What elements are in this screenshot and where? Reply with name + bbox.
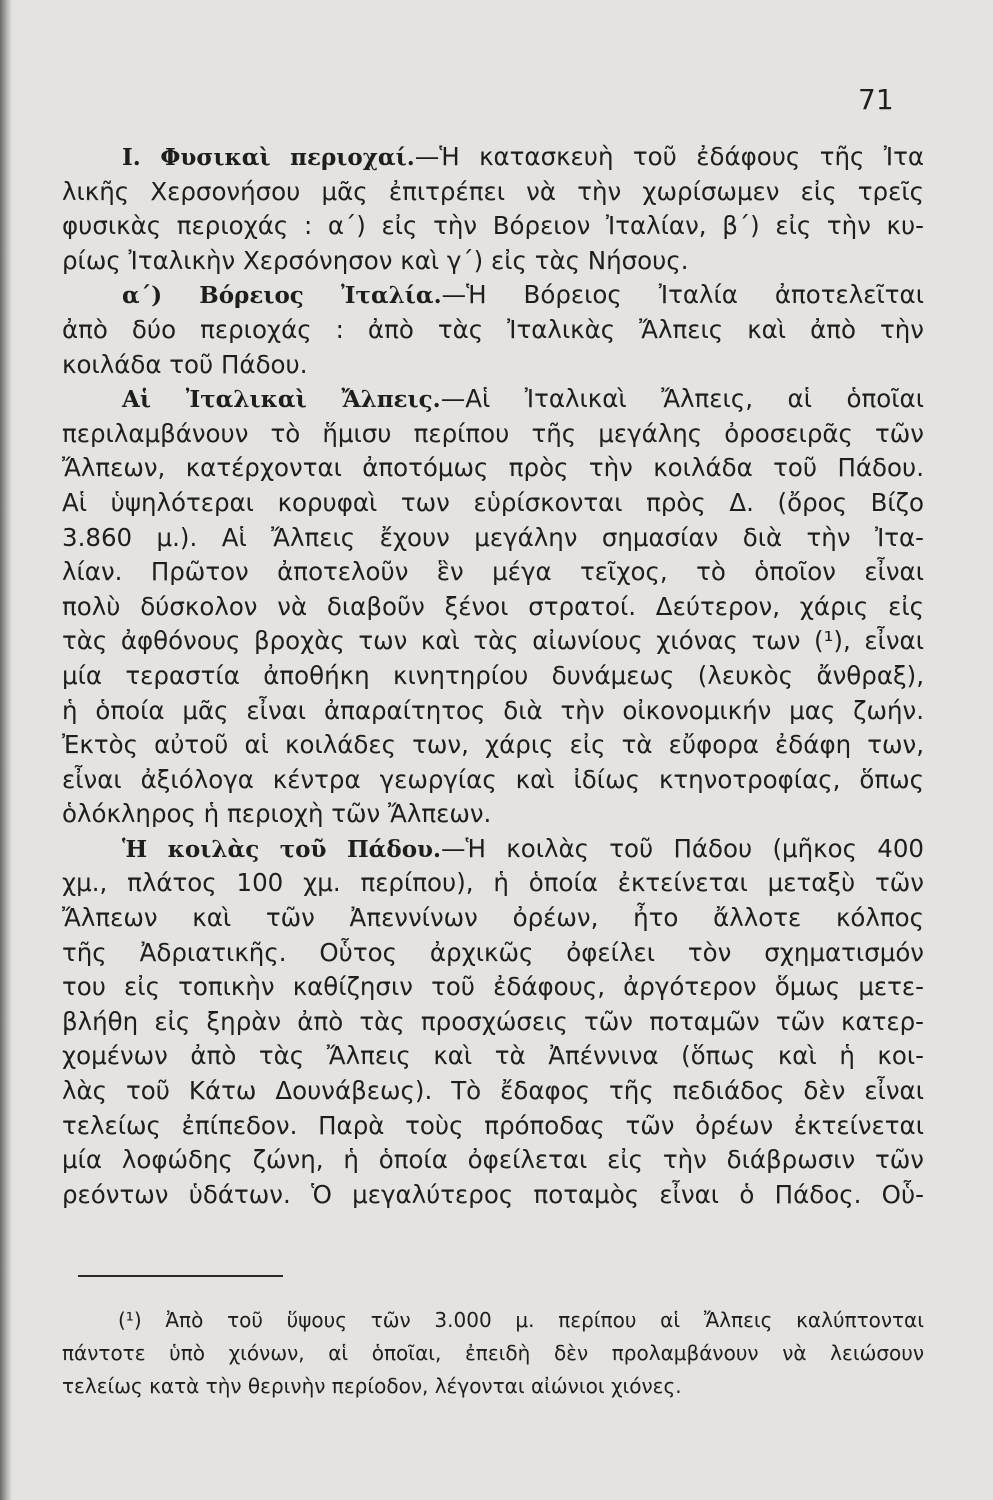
paragraph-line: ἀπὸ δύο περιοχάς : ἀπὸ τὰς Ἰταλικὰς Ἄλπεις καὶ ἀπὸ τὴν bbox=[62, 314, 924, 344]
paragraph-line: τῆς Ἀδριατικῆς. Οὗτος ἀρχικῶς ὀφείλει τὸν σχηματισμόν bbox=[62, 937, 924, 967]
footnote-line: πάντοτε ὑπὸ χιόνων, αἱ ὁποῖαι, ἐπειδὴ δὲν προλαμβάνουν νὰ λειώσουν bbox=[62, 1341, 924, 1365]
paragraph-line: περιλαμβάνουν τὸ ἥμισυ περίπου τῆς μεγάλης ὀροσειρᾶς τῶν bbox=[62, 418, 924, 448]
paragraph-line: μία τεραστία ἀποθήκη κινητηρίου δυνάμεως (λευκὸς ἄνθραξ), bbox=[62, 660, 924, 690]
paragraph-line: τελείως ἐπίπεδον. Παρὰ τοὺς πρόποδας τῶν ὀρέων ἐκτείνεται bbox=[62, 1110, 924, 1140]
section-heading: Ἡ κοιλὰς τοῦ Πάδου. bbox=[122, 835, 442, 863]
paragraph-line: εἶναι ἀξιόλογα κέντρα γεωργίας καὶ ἰδίως κτηνοτροφίας, ὅπως bbox=[62, 764, 924, 794]
paragraph-line: Ἡ κοιλὰς τοῦ Πάδου.—Ἡ κοιλὰς τοῦ Πάδου (μῆκος 400 bbox=[122, 833, 924, 863]
section-heading: Αἱ Ἰταλικαὶ Ἄλπεις. bbox=[122, 386, 441, 414]
paragraph-line: πολὺ δύσκολον νὰ διαβοῦν ξένοι στρατοί. Δεύτερον, χάρις εἰς bbox=[62, 591, 924, 621]
paragraph-line: μία λοφώδης ζώνη, ἡ ὁποία ὀφείλεται εἰς τὴν διάβρωσιν τῶν bbox=[62, 1145, 924, 1175]
paragraph-line: ἡ ὁποία μᾶς εἶναι ἀπαραίτητος διὰ τὴν οἰκονομικήν μας ζωήν. bbox=[62, 695, 924, 725]
paragraph-line: βλήθη εἰς ξηρὰν ἀπὸ τὰς προσχώσεις τῶν ποταμῶν τῶν κατερ- bbox=[62, 1006, 924, 1036]
paragraph-line: ρίως Ἰταλικὴν Χερσόνησον καὶ γ΄) εἰς τὰς Νήσους. bbox=[62, 245, 689, 275]
paragraph-line: Ἐκτὸς αὐτοῦ αἱ κοιλάδες των, χάρις εἰς τὰ εὔφορα ἐδάφη των, bbox=[62, 730, 924, 760]
footnote-marker: (¹) bbox=[118, 1308, 142, 1332]
footnote-divider bbox=[78, 1275, 283, 1277]
footnote bbox=[62, 1304, 924, 1403]
paragraph-line: φυσικὰς περιοχάς : α΄) εἰς τὴν Βόρειον Ἰταλίαν, β΄) εἰς τὴν κυ- bbox=[62, 211, 924, 241]
paragraph-line: Ἄλπεων, κατέρχονται ἀποτόμως πρὸς τὴν κοιλάδα τοῦ Πάδου. bbox=[62, 453, 924, 483]
paragraph-line: λικῆς Χερσονήσου μᾶς ἐπιτρέπει νὰ τὴν χωρίσωμεν εἰς τρεῖς bbox=[62, 176, 924, 206]
paragraph-line: Αἱ Ἰταλικαὶ Ἄλπεις.—Αἱ Ἰταλικαὶ Ἄλπεις, αἱ ὁποῖαι bbox=[122, 384, 924, 414]
page-number: 71 bbox=[858, 83, 894, 116]
paragraph-line: Αἱ ὑψηλότεραι κορυφαὶ των εὑρίσκονται πρὸς Δ. (ὄρος Βίζο bbox=[62, 487, 924, 517]
paragraph-line: α΄) Βόρειος Ἰταλία.—Ἡ Βόρειος Ἰταλία ἀποτελεῖται bbox=[122, 280, 924, 310]
paragraph-line: λίαν. Πρῶτον ἀποτελοῦν ἓν μέγα τεῖχος, τὸ ὁποῖον εἶναι bbox=[62, 557, 924, 587]
paragraph-line: ρεόντων ὑδάτων. Ὁ μεγαλύτερος ποταμὸς εἶναι ὁ Πάδος. Οὗ- bbox=[62, 1179, 924, 1209]
paragraph-line: Ι. Φυσικαὶ περιοχαί.—Ἡ κατασκευὴ τοῦ ἐδάφους τῆς Ἰτα bbox=[122, 142, 924, 171]
paragraph-line: ὁλόκληρος ἡ περιοχὴ τῶν Ἄλπεων. bbox=[62, 799, 492, 829]
section-heading: α΄) Βόρειος Ἰταλία. bbox=[122, 282, 442, 310]
paragraph-line: χομένων ἀπὸ τὰς Ἄλπεις καὶ τὰ Ἀπέννινα (ὅπως καὶ ἡ κοι- bbox=[62, 1041, 924, 1071]
paragraph-line: τὰς ἀφθόνους βροχὰς των καὶ τὰς αἰωνίους χιόνας των (¹), εἶναι bbox=[62, 626, 924, 656]
paragraph-line: λὰς τοῦ Κάτω Δουνάβεως). Τὸ ἔδαφος τῆς πεδιάδος δὲν εἶναι bbox=[62, 1076, 924, 1106]
paragraph-line: Ἄλπεων καὶ τῶν Ἀπεννίνων ὀρέων, ἦτο ἄλλοτε κόλπος bbox=[62, 903, 924, 933]
paragraph-line: του εἰς τοπικὴν καθίζησιν τοῦ ἐδάφους, ἀργότερον ὅμως μετε- bbox=[62, 972, 924, 1002]
body-text bbox=[62, 140, 924, 1212]
footnote-line: τελείως κατὰ τὴν θερινὴν περίοδον, λέγονται αἰώνιοι χιόνες. bbox=[62, 1374, 682, 1398]
page-binding-shadow bbox=[0, 0, 12, 1500]
section-heading: Ι. Φυσικαὶ περιοχαί. bbox=[122, 144, 415, 171]
footnote-line: (¹) Ἀπὸ τοῦ ὕψους τῶν 3.000 μ. περίπου αἱ Ἄλπεις καλύπτονται bbox=[118, 1308, 925, 1332]
paragraph-line: 3.860 μ.). Αἱ Ἄλπεις ἔχουν μεγάλην σημασίαν διὰ τὴν Ἰτα- bbox=[62, 522, 924, 552]
paragraph-line: κοιλάδα τοῦ Πάδου. bbox=[62, 349, 308, 379]
paragraph-line: χμ., πλάτος 100 χμ. περίπου), ἡ ὁποία ἐκτείνεται μεταξὺ τῶν bbox=[62, 868, 924, 898]
